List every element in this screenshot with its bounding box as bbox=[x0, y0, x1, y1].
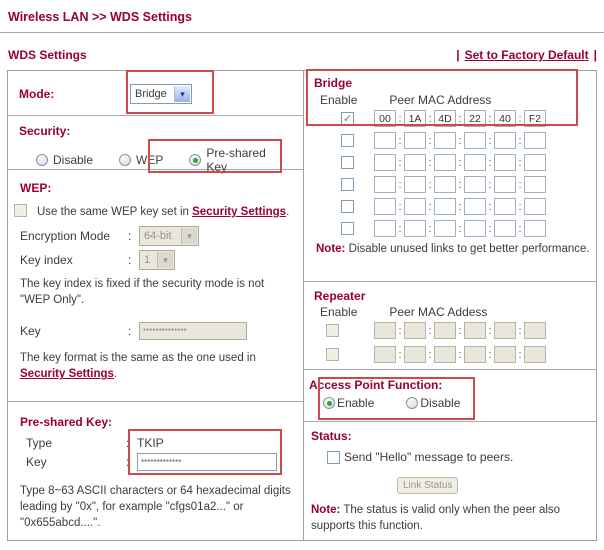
mac-octet-input[interactable] bbox=[494, 154, 516, 171]
mac-octet-input[interactable] bbox=[464, 220, 486, 237]
mac-octet-input[interactable] bbox=[494, 110, 516, 127]
note-text: The status is valid only when the peer also supports this function. bbox=[311, 504, 561, 532]
key-index-label: Key index bbox=[20, 253, 73, 268]
pipe-left: | bbox=[456, 48, 460, 62]
hello-row bbox=[327, 450, 590, 464]
mac-separator: : bbox=[488, 200, 492, 213]
mode-section bbox=[8, 71, 303, 116]
key-index-select bbox=[139, 250, 175, 270]
mac-octet-input[interactable] bbox=[524, 176, 546, 193]
mac-octet-input[interactable] bbox=[464, 154, 486, 171]
mac-octet-input[interactable] bbox=[404, 132, 426, 149]
radio-group-disable bbox=[36, 153, 93, 167]
mac-octet-input[interactable] bbox=[434, 176, 456, 193]
mac-octet-input[interactable] bbox=[464, 110, 486, 127]
send-hello-label: Send "Hello" message to peers. bbox=[344, 450, 514, 464]
bridge-enable-checkbox-5[interactable] bbox=[341, 200, 354, 213]
security-wep-radio[interactable] bbox=[119, 154, 131, 166]
status-label: Status: bbox=[311, 429, 352, 443]
repeater-mac-row-1 bbox=[326, 322, 592, 339]
left-column bbox=[8, 71, 303, 540]
same-wep-key-row bbox=[14, 204, 297, 220]
security-preshared-key-radio[interactable] bbox=[189, 154, 201, 166]
mac-separator: : bbox=[398, 134, 402, 147]
preshared-type-label: Type bbox=[26, 436, 53, 450]
access-point-function-section bbox=[304, 370, 596, 422]
mac-octet-input[interactable] bbox=[404, 154, 426, 171]
security-label: Security: bbox=[19, 124, 71, 138]
peer-mac-header: Peer MAC Addess bbox=[389, 305, 488, 319]
mac-separator: : bbox=[518, 134, 522, 147]
mac-separator: : bbox=[518, 222, 522, 235]
mac-octet-input bbox=[434, 346, 456, 363]
mac-octet-input[interactable] bbox=[374, 176, 396, 193]
bridge-mac-row-2 bbox=[341, 132, 592, 149]
mac-separator: : bbox=[518, 200, 522, 213]
note-label: Note: bbox=[311, 504, 341, 516]
mac-separator: : bbox=[518, 348, 522, 361]
pipe-right: | bbox=[593, 48, 597, 62]
bridge-section bbox=[304, 71, 596, 282]
mac-separator: : bbox=[398, 156, 402, 169]
repeater-header-row bbox=[314, 305, 592, 319]
mac-octet-input[interactable] bbox=[404, 220, 426, 237]
bridge-mac-row-5 bbox=[341, 198, 592, 215]
mac-octet-input bbox=[524, 322, 546, 339]
note-text: Disable unused links to get better performance. bbox=[345, 243, 590, 255]
wds-settings-panel bbox=[7, 70, 597, 541]
mac-separator: : bbox=[398, 324, 402, 337]
mac-separator: : bbox=[458, 156, 462, 169]
mac-separator: : bbox=[488, 222, 492, 235]
colon: : bbox=[128, 229, 132, 244]
preshared-key-section bbox=[8, 402, 303, 542]
mac-octet-input bbox=[464, 346, 486, 363]
right-column bbox=[303, 71, 596, 540]
mac-separator: : bbox=[518, 156, 522, 169]
peer-mac-header: Peer MAC Address bbox=[389, 93, 492, 107]
mac-octet-input[interactable] bbox=[374, 154, 396, 171]
ap-enable-radio[interactable] bbox=[323, 397, 335, 409]
mac-octet-input[interactable] bbox=[524, 132, 546, 149]
mac-octet-input bbox=[374, 346, 396, 363]
mac-octet-input[interactable] bbox=[494, 132, 516, 149]
enable-header: Enable bbox=[320, 305, 358, 319]
mac-separator: : bbox=[398, 112, 402, 125]
ap-radio-group bbox=[323, 396, 592, 410]
mac-separator: : bbox=[458, 112, 462, 125]
repeater-enable-checkbox-1 bbox=[326, 324, 339, 337]
repeater-mac-row-2 bbox=[326, 346, 592, 363]
link-status-button: Link Status bbox=[397, 477, 458, 494]
set-to-factory-default-link[interactable]: Set to Factory Default bbox=[464, 48, 589, 62]
mac-octet-input[interactable] bbox=[374, 220, 396, 237]
mac-octet-input[interactable] bbox=[464, 176, 486, 193]
bridge-label: Bridge bbox=[314, 76, 353, 90]
wep-key-row bbox=[20, 322, 297, 340]
mac-octet-input[interactable] bbox=[404, 198, 426, 215]
mac-separator: : bbox=[488, 134, 492, 147]
mac-octet-input[interactable] bbox=[524, 220, 546, 237]
mode-select[interactable] bbox=[130, 84, 192, 104]
mac-octet-input[interactable] bbox=[434, 154, 456, 171]
key-format-text: The key format is the same as the one used in bbox=[20, 352, 256, 365]
security-wep-label: WEP bbox=[136, 153, 164, 167]
mac-octet-input bbox=[404, 322, 426, 339]
mac-octet-input[interactable] bbox=[404, 110, 426, 127]
ap-enable-label: Enable bbox=[337, 396, 375, 410]
send-hello-checkbox[interactable] bbox=[327, 451, 340, 464]
mac-separator: : bbox=[488, 324, 492, 337]
mac-separator: : bbox=[398, 348, 402, 361]
mac-octet-input[interactable] bbox=[524, 198, 546, 215]
mac-octet-input bbox=[464, 322, 486, 339]
bridge-enable-checkbox-6[interactable] bbox=[341, 222, 354, 235]
mac-separator: : bbox=[428, 200, 432, 213]
bridge-note bbox=[316, 242, 592, 258]
mac-octet-input bbox=[494, 322, 516, 339]
mode-select-value: Bridge bbox=[135, 88, 167, 100]
ap-disable-label: Disable bbox=[420, 396, 461, 410]
ap-disable-radio[interactable] bbox=[406, 397, 418, 409]
security-disable-radio[interactable] bbox=[36, 154, 48, 166]
colon: : bbox=[126, 436, 130, 450]
preshared-key-field-label: Key bbox=[26, 455, 47, 469]
bridge-mac-row-1 bbox=[341, 110, 592, 127]
preshared-key-label: Pre-shared Key: bbox=[20, 415, 113, 429]
period: . bbox=[286, 206, 290, 218]
repeater-section bbox=[304, 282, 596, 370]
wep-key-input bbox=[139, 322, 247, 340]
mac-separator: : bbox=[518, 324, 522, 337]
period: . bbox=[113, 368, 118, 381]
repeater-label: Repeater bbox=[314, 289, 366, 303]
bridge-mac-row-6 bbox=[341, 220, 592, 237]
encryption-mode-label: Encryption Mode bbox=[20, 229, 111, 244]
mac-octet-input[interactable] bbox=[404, 176, 426, 193]
bridge-enable-checkbox-3[interactable] bbox=[341, 156, 354, 169]
bridge-mac-row-4 bbox=[341, 176, 592, 193]
same-wep-key-checkbox bbox=[14, 204, 27, 217]
mac-separator: : bbox=[428, 178, 432, 191]
key-index-row bbox=[20, 250, 297, 270]
mode-label: Mode: bbox=[19, 87, 55, 101]
mac-octet-input[interactable] bbox=[374, 198, 396, 215]
mac-octet-input[interactable] bbox=[434, 132, 456, 149]
mac-octet-input[interactable] bbox=[464, 132, 486, 149]
mac-octet-input[interactable] bbox=[464, 198, 486, 215]
security-settings-link[interactable]: Security Settings bbox=[192, 206, 287, 218]
preshared-key-hint: Type 8~63 ASCII characters or 64 hexadecimal digits leading by "0x", for example "cfgs01a2..." or "0x655abcd....". bbox=[20, 485, 291, 530]
mac-octet-input bbox=[494, 346, 516, 363]
mac-octet-input bbox=[434, 322, 456, 339]
wep-label: WEP: bbox=[20, 181, 52, 195]
key-format-note bbox=[20, 350, 297, 382]
mac-separator: : bbox=[488, 348, 492, 361]
bridge-enable-checkbox-1[interactable]: ✓ bbox=[342, 113, 353, 125]
page-title: WDS Settings bbox=[8, 48, 87, 62]
mac-separator: : bbox=[428, 156, 432, 169]
same-wep-key-text: Use the same WEP key set in bbox=[37, 206, 193, 218]
security-section bbox=[8, 116, 303, 174]
mac-octet-input[interactable] bbox=[494, 176, 516, 193]
mac-separator: : bbox=[488, 178, 492, 191]
security-preshared-key-label: Pre-shared Key bbox=[206, 146, 266, 174]
security-disable-label: Disable bbox=[53, 153, 94, 167]
chevron-down-icon: ▾ bbox=[181, 228, 197, 244]
bridge-mac-row-3 bbox=[341, 154, 592, 171]
mac-octet-input[interactable] bbox=[434, 220, 456, 237]
encryption-mode-row bbox=[20, 226, 297, 246]
mac-separator: : bbox=[428, 348, 432, 361]
encryption-mode-select bbox=[139, 226, 199, 246]
mac-separator: : bbox=[518, 178, 522, 191]
status-note bbox=[311, 503, 590, 534]
mac-octet-input[interactable] bbox=[494, 220, 516, 237]
preshared-type-value: TKIP bbox=[137, 436, 164, 450]
mac-octet-input[interactable] bbox=[374, 132, 396, 149]
mac-separator: : bbox=[398, 178, 402, 191]
mac-octet-input[interactable] bbox=[494, 198, 516, 215]
mac-separator: : bbox=[488, 112, 492, 125]
mac-separator: : bbox=[458, 324, 462, 337]
mac-separator: : bbox=[488, 156, 492, 169]
mac-separator: : bbox=[458, 200, 462, 213]
header-divider bbox=[0, 32, 604, 33]
radio-group-wep bbox=[119, 153, 163, 167]
wep-key-label: Key bbox=[20, 324, 41, 339]
mac-separator: : bbox=[428, 134, 432, 147]
mac-separator: : bbox=[458, 348, 462, 361]
mac-octet-input bbox=[404, 346, 426, 363]
mac-octet-input[interactable] bbox=[434, 110, 456, 127]
note-label: Note: bbox=[316, 243, 346, 255]
colon: : bbox=[128, 324, 132, 339]
key-index-note: The key index is fixed if the security mode is not "WEP Only". bbox=[20, 278, 265, 307]
security-settings-link[interactable]: Security Settings bbox=[20, 368, 114, 381]
encryption-mode-value: 64-bit bbox=[144, 230, 172, 243]
colon: : bbox=[128, 253, 132, 268]
mac-separator: : bbox=[458, 134, 462, 147]
mac-octet-input[interactable] bbox=[374, 110, 396, 127]
wep-section bbox=[8, 170, 303, 402]
mac-separator: : bbox=[428, 222, 432, 235]
chevron-down-icon: ▾ bbox=[174, 86, 190, 102]
preshared-key-row bbox=[20, 453, 297, 471]
mac-separator: : bbox=[398, 222, 402, 235]
key-index-value: 1 bbox=[144, 254, 151, 267]
enable-header: Enable bbox=[320, 93, 358, 107]
preshared-type-row bbox=[20, 436, 297, 450]
mac-separator: : bbox=[518, 112, 522, 125]
mac-octet-input[interactable] bbox=[434, 198, 456, 215]
mac-octet-input[interactable] bbox=[524, 154, 546, 171]
repeater-enable-checkbox-2 bbox=[326, 348, 339, 361]
bridge-header-row bbox=[314, 93, 592, 107]
access-point-function-label: Access Point Function: bbox=[309, 378, 443, 392]
mac-separator: : bbox=[398, 200, 402, 213]
mac-separator: : bbox=[458, 222, 462, 235]
mac-octet-input bbox=[524, 346, 546, 363]
mac-separator: : bbox=[458, 178, 462, 191]
mac-separator: : bbox=[428, 324, 432, 337]
status-section bbox=[304, 422, 596, 542]
breadcrumb: Wireless LAN >> WDS Settings bbox=[8, 10, 192, 24]
colon: : bbox=[126, 455, 130, 469]
mac-octet-input[interactable] bbox=[524, 110, 546, 127]
bridge-enable-checkbox-4[interactable] bbox=[341, 178, 354, 191]
chevron-down-icon: ▾ bbox=[157, 252, 173, 268]
mac-octet-input bbox=[374, 322, 396, 339]
factory-default-group bbox=[456, 48, 597, 62]
preshared-key-input[interactable] bbox=[137, 453, 277, 471]
section-title-row bbox=[8, 48, 597, 62]
mac-separator: : bbox=[428, 112, 432, 125]
bridge-enable-checkbox-2[interactable] bbox=[341, 134, 354, 147]
